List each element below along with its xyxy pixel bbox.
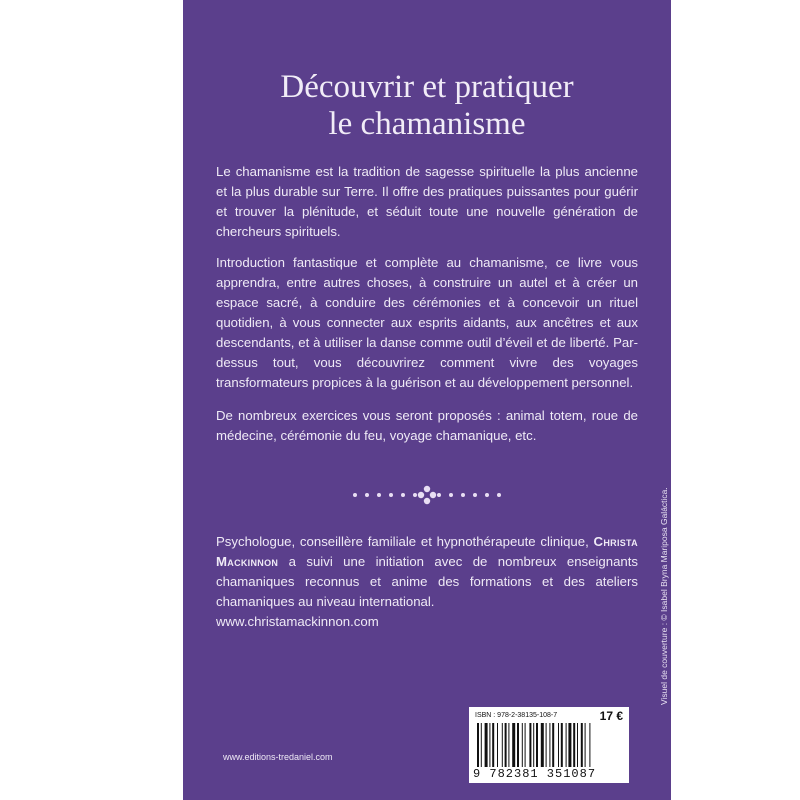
author-bio xyxy=(216,532,638,632)
barcode-icon xyxy=(477,723,621,767)
isbn-text: ISBN : 978-2-38135-108-7 xyxy=(475,712,558,719)
author-name: Christa Mackinnon xyxy=(216,534,638,569)
publisher-website: www.editions-tredaniel.com xyxy=(223,752,333,762)
cover-credit: Visuel de couverture : © Isabel Bryna Mariposa Galáctica. xyxy=(659,487,669,705)
barcode-label xyxy=(469,707,629,783)
blurb-paragraph-3: De nombreux exercices vous seront proposés : animal totem, roue de médecine, cérémonie du feu, voyage chamanique, etc. xyxy=(216,408,638,443)
author-bio-text-before: Psychologue, conseillère familiale et hypnothérapeute clinique, xyxy=(216,534,594,549)
price-label: 17 € xyxy=(599,709,623,723)
barcode-number: 9 782381 351087 xyxy=(473,767,597,781)
book-title-line-2: le chamanisme xyxy=(328,106,526,142)
blurb-paragraph-1: Le chamanisme est la tradition de sagesse spirituelle la plus ancienne et la plus durable sur Terre. Il offre des pratiques puissantes pour guérir et trouver la plénitude, et séduit toute une nouvelle génération de chercheurs spirituels. xyxy=(216,164,638,239)
dots-ornament-icon xyxy=(347,480,507,510)
author-website: www.christamackinnon.com xyxy=(216,614,379,629)
back-cover xyxy=(183,0,671,800)
blurb-paragraph-2: Introduction fantastique et complète au chamanisme, ce livre vous apprendra, entre autres choses, à construire un autel et à créer un espace sacré, à conduire des cérémonies et à concevoir un rituel quotidien, à vous connecter aux esprits aidants, aux ancêtres et aux descendants, et à utiliser la danse comme outil d’éveil et de liberté. Par-dessus tout, vous découvrirez comment vivre des voyages transformateurs propices à la guérison et au développement personnel. xyxy=(216,255,638,390)
author-bio-text-after: a suivi une initiation avec de nombreux enseignants chamaniques reconnus et anime des formations et des ateliers chamaniques au niveau international. xyxy=(216,554,638,609)
book-title-line-1: Découvrir et pratiquer xyxy=(280,69,574,105)
